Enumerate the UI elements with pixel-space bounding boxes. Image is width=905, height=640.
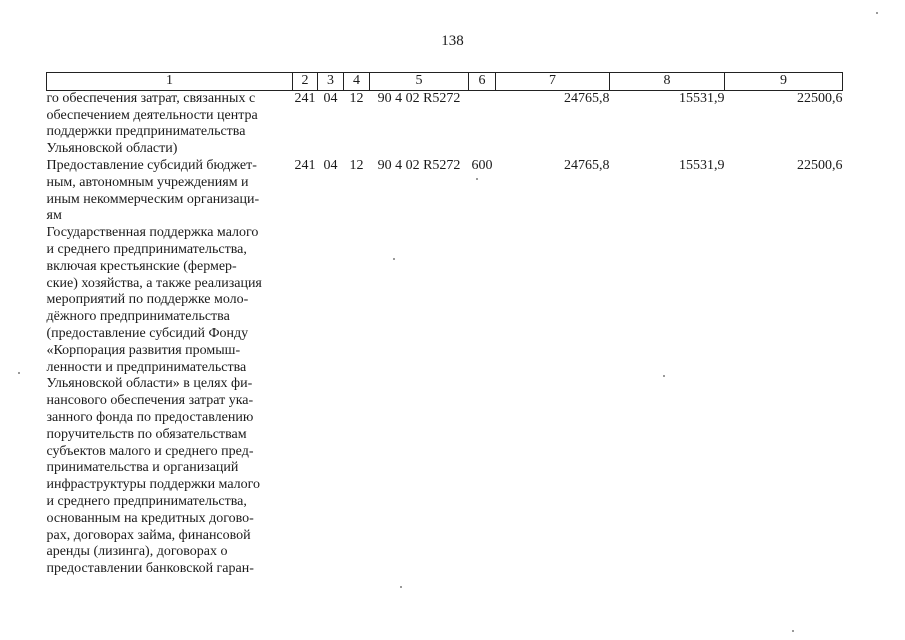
scan-speck: [792, 630, 794, 632]
expense-name-cell: [47, 90, 293, 158]
scan-speck: [663, 375, 665, 377]
target-article-cell: 90 4 02 R5272: [377, 157, 461, 173]
name-line: мероприятий по поддержке моло-: [46, 292, 249, 308]
col-7-header: 7: [496, 73, 610, 91]
name-line: аренды (лизинга), договорах о: [46, 544, 228, 560]
name-line: инфраструктуры поддержки малого: [46, 477, 261, 493]
name-line: дёжного предпринимательства: [46, 309, 230, 325]
section-code-cell: 04: [323, 157, 338, 173]
name-line: субъектов малого и среднего пред-: [46, 443, 254, 459]
amount-col8-cell: [610, 225, 725, 578]
table-row: [47, 90, 843, 158]
expense-name-cell: [47, 225, 293, 578]
amount-col7-cell: 24765,8: [564, 157, 610, 173]
ministry-code-cell: 241: [294, 157, 316, 173]
name-line: включая крестьянские (фермер-: [46, 258, 237, 274]
col-4-header: 4: [344, 73, 370, 91]
name-line: предоставлении банковской гаран-: [46, 561, 254, 577]
table-row: [47, 225, 843, 578]
expense-type-cell: [469, 225, 496, 578]
scan-speck: [476, 178, 478, 180]
name-line: поручительств по обязательствам: [46, 426, 247, 442]
amount-col7-cell: [496, 225, 610, 578]
name-line: Государственная поддержка малого: [46, 225, 259, 241]
col-3-header: 3: [318, 73, 344, 91]
target-article-cell: 90 4 02 R5272: [377, 90, 461, 106]
name-line: Ульяновской области): [46, 141, 178, 157]
scan-speck: [393, 258, 395, 260]
name-line: основанным на кредитных догово-: [46, 510, 254, 526]
amount-col9-cell: [725, 225, 843, 578]
ministry-code-cell: [293, 225, 318, 578]
name-line: рах, договорах займа, финансовой: [46, 527, 251, 543]
name-line: иным некоммерческим организаци-: [46, 191, 260, 207]
subsection-code-cell: 12: [349, 157, 364, 173]
name-line: ям: [46, 208, 62, 224]
name-line: ские) хозяйства, а также реализация: [46, 275, 262, 291]
name-line: занного фонда по предоставлению: [46, 409, 254, 425]
name-line: нансового обеспечения затрат ука-: [46, 393, 254, 409]
expense-type-cell: 600: [471, 157, 493, 173]
col-1-header: 1: [47, 73, 293, 91]
name-line: (предоставление субсидий Фонду: [46, 325, 249, 341]
name-line: обеспечением деятельности центра: [46, 107, 258, 123]
section-code-cell: [318, 225, 344, 578]
name-line: поддержки предпринимательства: [46, 124, 246, 140]
amount-col8-cell: 15531,9: [679, 90, 725, 106]
amount-col8-cell: 15531,9: [679, 157, 725, 173]
col-6-header: 6: [469, 73, 496, 91]
section-code-cell: 04: [323, 90, 338, 106]
expense-name-cell: [47, 158, 293, 225]
col-9-header: 9: [725, 73, 843, 91]
ministry-code-cell: 241: [294, 90, 316, 106]
name-line: ленности и предпринимательства: [46, 359, 247, 375]
column-number-header: [47, 73, 843, 91]
name-line: ным, автономным учреждениям и: [46, 174, 249, 190]
amount-col9-cell: 22500,6: [797, 157, 843, 173]
col-8-header: 8: [610, 73, 725, 91]
amount-col9-cell: 22500,6: [797, 90, 843, 106]
name-line: Ульяновской области» в целях фи-: [46, 376, 253, 392]
page-number: 138: [441, 33, 464, 49]
subsection-code-cell: 12: [349, 90, 364, 106]
name-line: принимательства и организаций: [46, 460, 239, 476]
name-line: «Корпорация развития промыш-: [46, 342, 241, 358]
name-line: и среднего предпринимательства,: [46, 241, 247, 257]
target-article-cell: [370, 225, 469, 578]
expense-type-cell: [469, 90, 496, 158]
scan-speck: [876, 12, 878, 14]
scan-speck: [400, 586, 402, 588]
col-5-header: 5: [370, 73, 469, 91]
name-line: и среднего предпринимательства,: [46, 493, 247, 509]
col-2-header: 2: [293, 73, 318, 91]
subsection-code-cell: [344, 225, 370, 578]
table-row: [47, 158, 843, 225]
scan-speck: [18, 372, 20, 374]
name-line: го обеспечения затрат, связанных с: [46, 90, 256, 106]
budget-table: [46, 72, 843, 578]
amount-col7-cell: 24765,8: [564, 90, 610, 106]
name-line: Предоставление субсидий бюджет-: [46, 157, 257, 173]
